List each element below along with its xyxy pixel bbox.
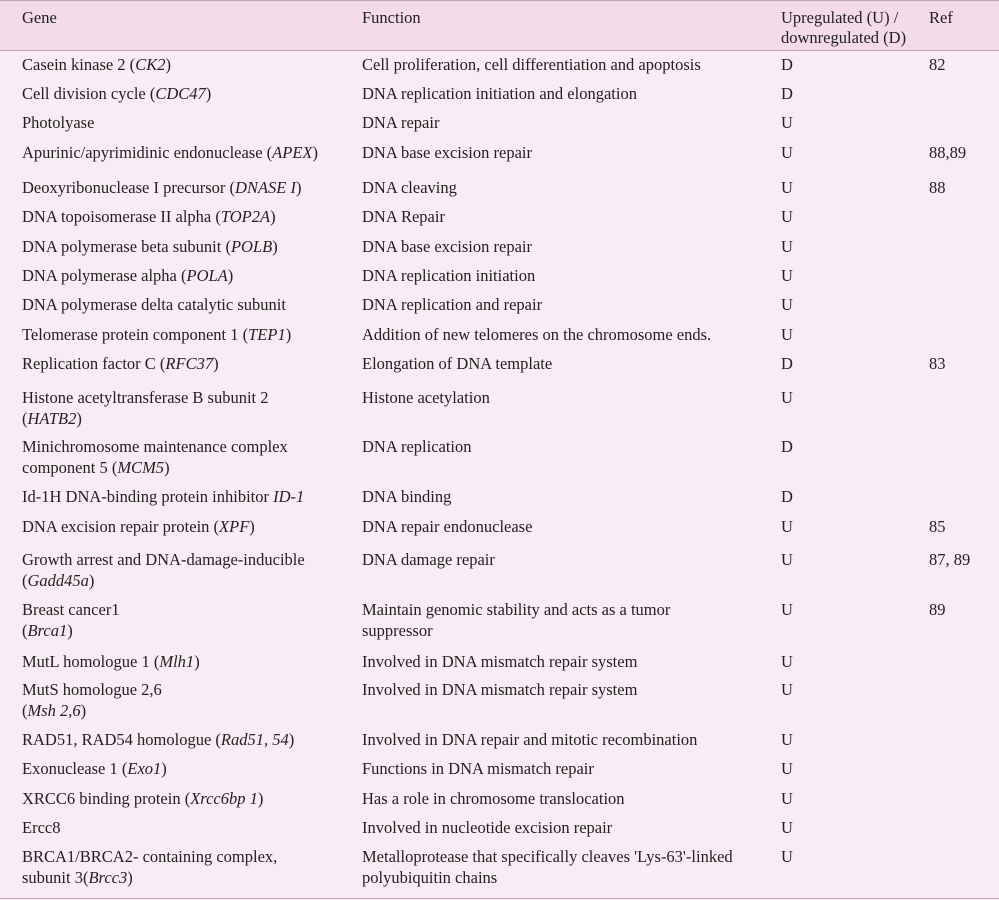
function-cell-text: DNA replication and repair — [362, 295, 543, 314]
function-cell — [362, 680, 777, 701]
ref-cell — [929, 550, 989, 571]
gene-cell-text: DNA excision repair protein (XPF) — [22, 517, 255, 536]
ref-cell — [929, 143, 989, 164]
regulation-cell — [781, 680, 916, 701]
regulation-cell-text: D — [781, 84, 793, 103]
regulation-cell-text: U — [781, 847, 793, 866]
function-cell-text: Metalloprotease that specifically cleaves 'Lys-63'-linked — [362, 847, 733, 866]
function-cell-text: polyubiquitin chains — [362, 867, 498, 887]
gene-cell — [22, 207, 352, 228]
gene-cell — [22, 388, 352, 429]
gene-cell-text: Telomerase protein component 1 (TEP1) — [22, 325, 292, 344]
regulation-cell — [781, 847, 916, 868]
gene-cell-text: DNA polymerase beta subunit (POLB) — [22, 237, 278, 256]
gene-cell — [22, 487, 352, 508]
header-function: Function — [362, 8, 421, 27]
ref-cell-text: 85 — [929, 517, 946, 536]
regulation-cell — [781, 600, 916, 621]
regulation-cell-text: D — [781, 437, 793, 456]
function-cell — [362, 847, 777, 888]
function-cell-text: DNA repair endonuclease — [362, 517, 533, 536]
function-cell — [362, 600, 777, 641]
function-cell-text: Involved in DNA mismatch repair system — [362, 680, 638, 699]
gene-cell-text: (Gadd45a) — [22, 570, 95, 590]
regulation-cell-text: D — [781, 487, 793, 506]
function-cell — [362, 437, 777, 458]
gene-cell-text: DNA polymerase delta catalytic subunit — [22, 295, 286, 314]
function-cell — [362, 207, 777, 228]
function-cell-text: Maintain genomic stability and acts as a tumor — [362, 600, 671, 619]
function-cell-text: DNA repair — [362, 113, 440, 132]
gene-cell — [22, 680, 352, 721]
function-cell-text: DNA binding — [362, 487, 452, 506]
regulation-cell — [781, 325, 916, 346]
function-cell — [362, 113, 777, 134]
gene-cell — [22, 113, 352, 134]
regulation-cell — [781, 84, 916, 105]
gene-cell — [22, 354, 352, 375]
regulation-cell — [781, 487, 916, 508]
gene-cell — [22, 818, 352, 839]
regulation-cell — [781, 759, 916, 780]
gene-cell-text: Id-1H DNA-binding protein inhibitor ID-1 — [22, 487, 305, 506]
gene-cell-text: BRCA1/BRCA2- containing complex, — [22, 847, 278, 866]
gene-cell-text: Deoxyribonuclease I precursor (DNASE I) — [22, 178, 302, 197]
regulation-cell-text: U — [781, 178, 793, 197]
ref-cell — [929, 55, 989, 76]
function-cell — [362, 295, 777, 316]
ref-cell-text: 88 — [929, 178, 946, 197]
function-cell-text: Elongation of DNA template — [362, 354, 553, 373]
regulation-cell-text: U — [781, 789, 793, 808]
regulation-cell-text: U — [781, 113, 793, 132]
regulation-cell — [781, 143, 916, 164]
gene-cell — [22, 325, 352, 346]
gene-cell — [22, 652, 352, 673]
regulation-cell — [781, 237, 916, 258]
regulation-cell-text: U — [781, 550, 793, 569]
regulation-cell-text: U — [781, 818, 793, 837]
function-cell-text: DNA base excision repair — [362, 143, 532, 162]
ref-cell-text: 83 — [929, 354, 946, 373]
ref-cell-text: 87, 89 — [929, 550, 971, 569]
gene-cell-text: Apurinic/apyrimidinic endonuclease (APEX) — [22, 143, 318, 162]
function-cell-text: Involved in DNA repair and mitotic recombination — [362, 730, 698, 749]
function-cell-text: Has a role in chromosome translocation — [362, 789, 625, 808]
regulation-cell — [781, 388, 916, 409]
ref-cell — [929, 517, 989, 538]
ref-cell — [929, 600, 989, 621]
gene-cell-text: Growth arrest and DNA-damage-inducible — [22, 550, 305, 569]
function-cell-text: Cell proliferation, cell differentiation and apoptosis — [362, 55, 701, 74]
regulation-cell — [781, 652, 916, 673]
regulation-cell — [781, 730, 916, 751]
regulation-cell-text: U — [781, 388, 793, 407]
function-cell — [362, 730, 777, 751]
gene-cell — [22, 237, 352, 258]
gene-cell-text: Replication factor C (RFC37) — [22, 354, 219, 373]
gene-cell — [22, 178, 352, 199]
function-cell-text: DNA replication initiation and elongation — [362, 84, 637, 103]
gene-cell-text: DNA polymerase alpha (POLA) — [22, 266, 234, 285]
gene-cell-text: Cell division cycle (CDC47) — [22, 84, 212, 103]
gene-cell — [22, 550, 352, 591]
regulation-cell-text: U — [781, 652, 793, 671]
regulation-cell-text: D — [781, 55, 793, 74]
function-cell — [362, 178, 777, 199]
function-cell-text: Involved in nucleotide excision repair — [362, 818, 613, 837]
regulation-cell-text: U — [781, 266, 793, 285]
ref-cell-text: 89 — [929, 600, 946, 619]
regulation-cell — [781, 178, 916, 199]
regulation-cell-text: U — [781, 295, 793, 314]
gene-cell — [22, 143, 352, 164]
regulation-cell — [781, 789, 916, 810]
regulation-cell-text: U — [781, 680, 793, 699]
gene-cell-text: Exonuclease 1 (Exo1) — [22, 759, 167, 778]
gene-cell-text: (Brca1) — [22, 620, 73, 640]
regulation-cell-text: U — [781, 237, 793, 256]
regulation-cell-text: U — [781, 143, 793, 162]
function-cell-text: DNA Repair — [362, 207, 445, 226]
function-cell-text: DNA replication — [362, 437, 472, 456]
gene-cell-text: Breast cancer1 — [22, 600, 120, 619]
gene-cell — [22, 295, 352, 316]
function-cell-text: Functions in DNA mismatch repair — [362, 759, 594, 778]
function-cell-text: DNA replication initiation — [362, 266, 536, 285]
gene-cell — [22, 84, 352, 105]
function-cell — [362, 759, 777, 780]
gene-cell-text: (HATB2) — [22, 408, 82, 428]
function-cell — [362, 55, 777, 76]
gene-cell-text: subunit 3(Brcc3) — [22, 867, 133, 887]
regulation-cell — [781, 266, 916, 287]
regulation-cell-text: U — [781, 517, 793, 536]
gene-cell-text: DNA topoisomerase II alpha (TOP2A) — [22, 207, 276, 226]
header-regulation-line1: Upregulated (U) / — [781, 8, 899, 27]
function-cell — [362, 550, 777, 571]
table-header — [0, 1, 999, 51]
gene-cell-text: Ercc8 — [22, 818, 61, 837]
gene-cell — [22, 437, 352, 478]
gene-cell — [22, 266, 352, 287]
regulation-cell-text: D — [781, 354, 793, 373]
gene-cell — [22, 55, 352, 76]
ref-cell-text: 82 — [929, 55, 946, 74]
function-cell-text: Involved in DNA mismatch repair system — [362, 652, 638, 671]
function-cell — [362, 652, 777, 673]
function-cell — [362, 388, 777, 409]
function-cell — [362, 237, 777, 258]
gene-cell-text: MutL homologue 1 (Mlh1) — [22, 652, 200, 671]
regulation-cell-text: U — [781, 600, 793, 619]
function-cell — [362, 354, 777, 375]
regulation-cell — [781, 55, 916, 76]
gene-cell-text: RAD51, RAD54 homologue (Rad51, 54) — [22, 730, 295, 749]
regulation-cell-text: U — [781, 207, 793, 226]
regulation-cell — [781, 113, 916, 134]
regulation-cell — [781, 437, 916, 458]
gene-cell-text: (Msh 2,6) — [22, 700, 87, 720]
ref-cell-text: 88,89 — [929, 143, 967, 162]
function-cell-text: DNA base excision repair — [362, 237, 532, 256]
ref-cell — [929, 178, 989, 199]
header-ref: Ref — [929, 8, 953, 27]
function-cell — [362, 325, 777, 346]
regulation-cell — [781, 517, 916, 538]
gene-cell-text: XRCC6 binding protein (Xrcc6bp 1) — [22, 789, 264, 808]
regulation-cell — [781, 818, 916, 839]
function-cell-text: DNA cleaving — [362, 178, 457, 197]
gene-cell — [22, 600, 352, 641]
regulation-cell-text: U — [781, 325, 793, 344]
function-cell — [362, 818, 777, 839]
function-cell-text: suppressor — [362, 620, 433, 640]
gene-cell-text: MutS homologue 2,6 — [22, 680, 162, 699]
gene-cell — [22, 847, 352, 888]
regulation-cell — [781, 550, 916, 571]
regulation-cell — [781, 354, 916, 375]
gene-cell — [22, 759, 352, 780]
regulation-cell-text: U — [781, 730, 793, 749]
function-cell — [362, 266, 777, 287]
gene-cell — [22, 789, 352, 810]
gene-cell-text: component 5 (MCM5) — [22, 457, 170, 477]
function-cell — [362, 789, 777, 810]
function-cell — [362, 143, 777, 164]
gene-cell — [22, 517, 352, 538]
gene-cell-text: Casein kinase 2 (CK2) — [22, 55, 171, 74]
gene-cell-text: Minichromosome maintenance complex — [22, 437, 288, 456]
gene-cell-text: Histone acetyltransferase B subunit 2 — [22, 388, 269, 407]
function-cell-text: Addition of new telomeres on the chromosome ends. — [362, 325, 712, 344]
function-cell — [362, 517, 777, 538]
function-cell — [362, 487, 777, 508]
gene-cell-text: Photolyase — [22, 113, 95, 132]
header-regulation-line2: downregulated (D) — [781, 28, 907, 47]
function-cell-text: DNA damage repair — [362, 550, 495, 569]
header-gene: Gene — [22, 8, 57, 27]
function-cell — [362, 84, 777, 105]
gene-cell — [22, 730, 352, 751]
ref-cell — [929, 354, 989, 375]
regulation-cell — [781, 207, 916, 228]
function-cell-text: Histone acetylation — [362, 388, 490, 407]
regulation-cell — [781, 295, 916, 316]
regulation-cell-text: U — [781, 759, 793, 778]
